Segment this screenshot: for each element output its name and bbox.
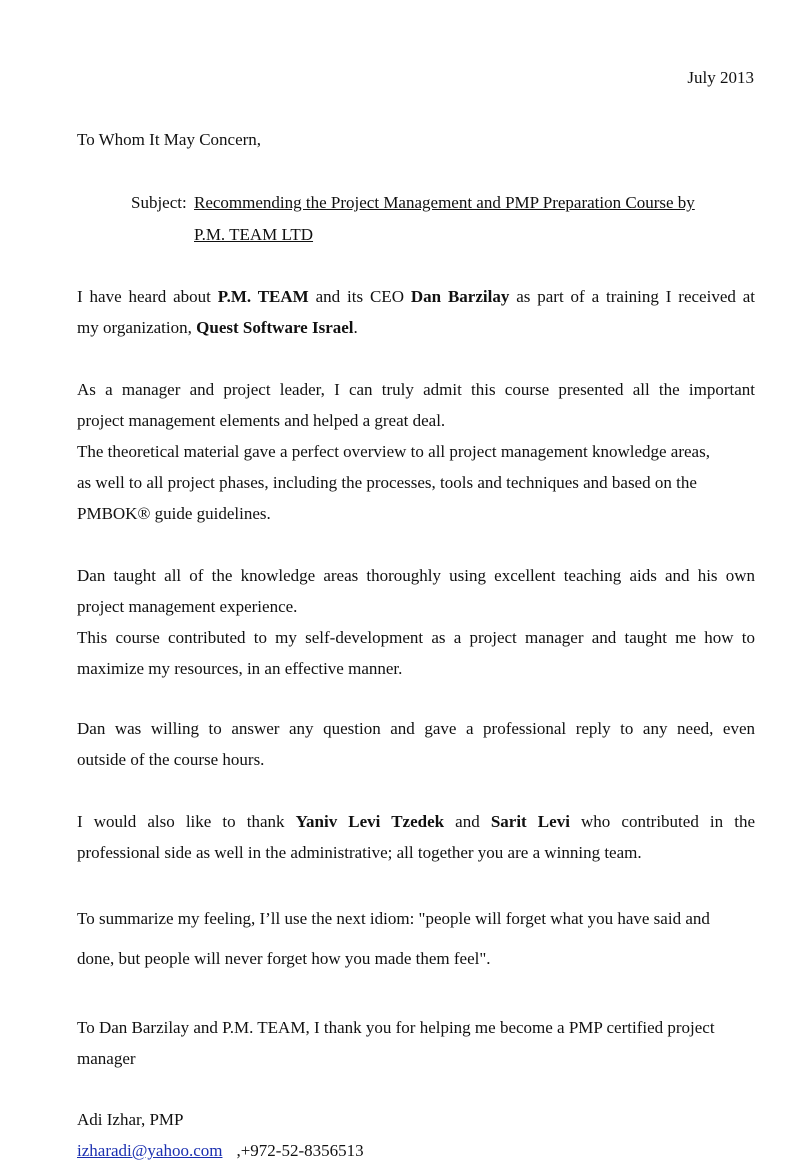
paragraph-line: professional side as well in the administrative; all together you are a winning team. xyxy=(77,843,642,862)
paragraph-idiom xyxy=(77,899,755,979)
organization-name: Quest Software Israel xyxy=(196,318,354,337)
paragraph-intro xyxy=(77,281,755,343)
subject-line-1: Recommending the Project Management and PMP Preparation Course by xyxy=(194,193,695,212)
paragraph-line: This course contributed to my self-development as a project manager and taught me how to xyxy=(77,628,755,647)
paragraph-line: project management experience. xyxy=(77,597,298,616)
text-span: my organization, xyxy=(77,318,197,337)
text-span: who contributed in the xyxy=(569,812,755,831)
paragraph-closing xyxy=(77,1012,755,1074)
person-name: Sarit Levi xyxy=(490,812,570,831)
paragraph-line: To Dan Barzilay and P.M. TEAM, I thank you for helping me become a PMP certified project xyxy=(77,1018,715,1037)
paragraph-line: Dan taught all of the knowledge areas thoroughly using excellent teaching aids and his own xyxy=(77,566,755,585)
paragraph-line: outside of the course hours. xyxy=(77,750,265,769)
company-name: P.M. TEAM xyxy=(217,287,309,306)
paragraph-line: project management elements and helped a great deal. xyxy=(77,411,446,430)
paragraph-line: As a manager and project leader, I can truly admit this course presented all the important xyxy=(77,380,755,399)
email-link[interactable]: izharadi@yahoo.com xyxy=(77,1141,223,1160)
paragraph-line: maximize my resources, in an effective manner. xyxy=(77,659,403,678)
text-span: . xyxy=(353,318,358,337)
signature-name: Adi Izhar, PMP xyxy=(77,1110,184,1129)
paragraph-course xyxy=(77,374,755,529)
person-name: Yaniv Levi Tzedek xyxy=(295,812,445,831)
paragraph-line: PMBOK® guide guidelines. xyxy=(77,504,271,523)
paragraph-intro-line-1 xyxy=(77,281,755,312)
paragraph-line: manager xyxy=(77,1049,136,1068)
text-span: I would also like to thank xyxy=(77,812,296,831)
text-span: and xyxy=(444,812,491,831)
letter-date: July 2013 xyxy=(687,68,754,87)
ceo-name: Dan Barzilay xyxy=(410,287,510,306)
paragraph-thanks xyxy=(77,806,755,868)
paragraph-support xyxy=(77,713,755,775)
paragraph-line: done, but people will never forget how you made them feel". xyxy=(77,949,491,968)
subject-label: Subject: xyxy=(131,193,187,212)
text-span: and its CEO xyxy=(308,287,411,306)
subject-line-2: P.M. TEAM LTD xyxy=(194,225,314,244)
paragraph-teaching xyxy=(77,560,755,684)
paragraph-intro-line-2 xyxy=(77,312,755,343)
paragraph-thanks-line-1 xyxy=(77,806,755,837)
text-span: I have heard about xyxy=(77,287,218,306)
text-span: as part of a training I received at xyxy=(509,287,756,306)
paragraph-line: as well to all project phases, including the processes, tools and techniques and based on the xyxy=(77,473,697,492)
paragraph-line: To summarize my feeling, I’ll use the next idiom: "people will forget what you have said and xyxy=(77,909,710,928)
paragraph-line: Dan was willing to answer any question and gave a professional reply to any need, even xyxy=(77,719,755,738)
signature-contact xyxy=(77,1141,364,1161)
greeting: To Whom It May Concern, xyxy=(77,130,262,149)
paragraph-line: The theoretical material gave a perfect overview to all project management knowledge areas, xyxy=(77,442,710,461)
phone-number: ,+972-52-8356513 xyxy=(236,1141,364,1160)
